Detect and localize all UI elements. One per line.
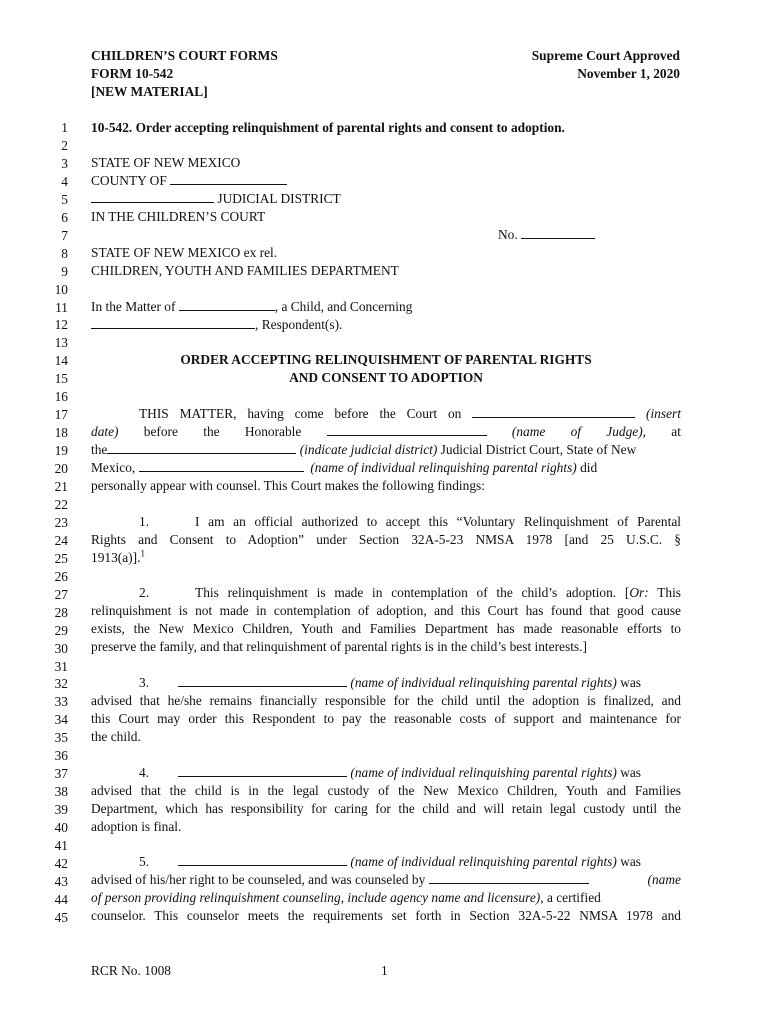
finding-5-line2 (91, 872, 681, 888)
line-number: 16 (54, 389, 68, 405)
judge-hint: (name (511, 424, 546, 439)
intro-word: at (671, 424, 681, 439)
order-title-line2: AND CONSENT TO ADOPTION (289, 370, 483, 385)
intro-word: Honorable (244, 424, 302, 439)
case-number-blank[interactable] (521, 228, 595, 239)
caption-state: STATE OF NEW MEXICO (91, 155, 241, 170)
relinquisher-name-blank[interactable] (139, 461, 304, 472)
line-number: 4 (61, 173, 68, 189)
finding-3-line3: this Court may order this Respondent to pay the reasonable costs of support and maintenance for (91, 711, 681, 726)
line-number: 39 (54, 802, 68, 818)
judge-name-blank[interactable] (327, 425, 487, 436)
line-number: 10 (54, 281, 68, 297)
finding-4-line2: advised that the child is in the legal custody of the New Mexico Children, Youth and Families (91, 783, 681, 798)
line-number: 12 (54, 317, 68, 333)
line-number: 36 (54, 748, 68, 764)
intro-line3 (91, 442, 681, 458)
line-number: 25 (54, 550, 68, 566)
counselor-hint: (name (647, 872, 681, 887)
intro-text: THIS MATTER, having come before the Court on (139, 406, 462, 421)
finding-text: advised of his/her right to be counseled, and was counseled by (91, 872, 426, 887)
finding-text: was (616, 854, 642, 869)
line-number: 37 (54, 766, 68, 782)
line-number: 34 (54, 712, 68, 728)
line-number: 45 (54, 909, 68, 925)
line-number: 22 (54, 496, 68, 512)
relinquisher-hint: (name of individual relinquishing parental rights) (350, 675, 617, 690)
line-number: 28 (54, 604, 68, 620)
finding-4-number: 4. (139, 765, 150, 780)
finding-3-line4: the child. (91, 729, 141, 744)
finding-3-line2: advised that he/she remains financially responsible for the child until the adoption is finalized, and (91, 693, 681, 708)
line-number: 23 (54, 514, 68, 530)
finding-5-line1 (91, 854, 681, 870)
finding-text: 1913(a)]. (91, 550, 141, 565)
district-name-blank[interactable] (107, 443, 296, 454)
line-number: 41 (54, 838, 68, 853)
intro-line4 (91, 460, 681, 476)
finding-text: I am an official authorized to accept this “Voluntary Relinquishment of Parental (195, 514, 681, 529)
line-number: 31 (54, 658, 68, 674)
finding-4-line3: Department, which has responsibility for caring for the child and will retain legal custody until the (91, 801, 681, 816)
hearing-date-blank[interactable] (472, 407, 635, 418)
district-blank[interactable] (91, 192, 214, 203)
respondents-label: , Respondent(s). (255, 317, 343, 332)
caption-department: CHILDREN, YOUTH AND FAMILIES DEPARTMENT (91, 263, 399, 278)
intro-word: the (91, 442, 108, 457)
line-number: 15 (54, 371, 68, 387)
line-number: 43 (54, 873, 68, 889)
finding-2-line2: relinquishment is not made in contemplation of adoption, and this Court has found that good cause (91, 603, 681, 618)
finding-3-line1 (91, 675, 681, 691)
line-number: 9 (61, 263, 68, 279)
header-form-number: FORM 10-542 (91, 66, 174, 81)
county-label: COUNTY OF (91, 173, 167, 188)
line-number: 42 (54, 855, 68, 871)
finding-2-line3: exists, the New Mexico Children, Youth and Families Department has made reasonable efforts to (91, 621, 681, 636)
line-number: 19 (54, 443, 68, 459)
intro-line1 (91, 406, 681, 422)
respondents-blank[interactable] (91, 318, 255, 329)
line-number: 6 (61, 209, 68, 225)
header-date: November 1, 2020 (577, 66, 680, 81)
line-number: 29 (54, 622, 68, 638)
insert-hint: (insert (646, 406, 681, 421)
header-approval: Supreme Court Approved (531, 48, 680, 63)
alternative-hint: Or: (629, 585, 649, 600)
intro-word: before (143, 424, 178, 439)
line-number: 30 (54, 640, 68, 656)
caption-ex-rel: STATE OF NEW MEXICO ex rel. (91, 245, 278, 260)
line-number: 35 (54, 730, 68, 746)
line-number: 14 (54, 353, 68, 369)
judge-hint: Judge), (606, 424, 647, 439)
intro-word: the (203, 424, 220, 439)
finding-3-number: 3. (139, 675, 150, 690)
intro-word: did (576, 460, 598, 475)
finding-5-number: 5. (139, 854, 150, 869)
line-number: 38 (54, 784, 68, 800)
finding-4-line1 (91, 765, 681, 781)
line-number: 32 (54, 676, 68, 692)
footer-rule-number: RCR No. 1008 (91, 963, 171, 978)
header-series: CHILDREN’S COURT FORMS (91, 48, 278, 63)
line-number: 1 (61, 120, 68, 135)
matter-line (91, 299, 681, 315)
finding-text: This relinquishment is made in contemplation of the child’s adoption. [ (195, 585, 630, 600)
footnote-marker[interactable]: 1 (140, 548, 145, 559)
child-name-blank[interactable] (179, 300, 275, 311)
finding-1-number: 1. (139, 514, 150, 529)
relinquisher-name-blank-5[interactable] (178, 855, 347, 866)
line-number: 24 (54, 532, 68, 548)
relinquisher-name-blank-4[interactable] (178, 766, 347, 777)
line-number: 21 (54, 479, 68, 494)
finding-2-line1 (91, 585, 681, 601)
relinquisher-hint: (name of individual relinquishing parental rights) (350, 854, 617, 869)
line-number: 8 (61, 245, 68, 261)
finding-4-line4: adoption is final. (91, 819, 182, 834)
counselor-name-blank[interactable] (429, 873, 589, 884)
line-number: 11 (55, 299, 68, 315)
line-number: 3 (61, 155, 68, 171)
header-material-note: [NEW MATERIAL] (91, 84, 208, 99)
finding-text: This (648, 585, 682, 600)
form-header-left (91, 47, 278, 101)
line-number: 13 (54, 335, 68, 351)
line-number: 27 (54, 586, 68, 602)
line-number: 7 (61, 227, 68, 243)
matter-child-text: , a Child, and Concerning (274, 299, 413, 314)
caption-county (91, 173, 681, 189)
line-number: 44 (54, 891, 68, 907)
caption-court: IN THE CHILDREN’S COURT (91, 209, 266, 224)
finding-text: was (616, 675, 642, 690)
finding-1-line1 (91, 514, 681, 530)
matter-label: In the Matter of (91, 299, 176, 314)
finding-text: was (616, 765, 642, 780)
district-label: JUDICIAL DISTRICT (217, 191, 341, 206)
relinquisher-hint: (name of individual relinquishing parental rights) (350, 765, 617, 780)
form-title: 10-542. Order accepting relinquishment of parental rights and consent to adoption. (91, 120, 565, 135)
finding-1-line2: Rights and Consent to Adoption” under Section 32A-5-23 NMSA 1978 [and 25 U.S.C. § (91, 532, 681, 547)
finding-text: , a certified (540, 890, 601, 905)
relinquisher-hint: (name of individual relinquishing parental rights) (310, 460, 577, 475)
finding-2-number: 2. (139, 585, 150, 600)
line-number: 33 (54, 694, 68, 710)
line-number: 20 (54, 461, 68, 477)
respondents-line (91, 317, 681, 333)
line-number: 26 (54, 568, 68, 584)
counselor-hint: of person providing relinquishment counseling, include agency name and licensure) (91, 890, 541, 905)
relinquisher-name-blank-3[interactable] (178, 676, 347, 687)
district-hint: (indicate judicial district) (299, 442, 438, 457)
line-number: 18 (54, 425, 68, 441)
finding-1-line3 (91, 550, 681, 566)
intro-text: Judicial District Court, State of New (437, 442, 637, 457)
case-number-label: No. (498, 227, 518, 242)
intro-word: Mexico, (91, 460, 136, 475)
finding-2-line4: preserve the family, and that relinquishment of parental rights is in the child’s best interests.] (91, 639, 587, 654)
case-number (498, 227, 595, 243)
finding-5-line4: counselor. This counselor meets the requirements set forth in Section 32A-5-22 NMSA 1978 and (91, 908, 681, 923)
line-number: 5 (61, 191, 68, 207)
intro-line2 (91, 424, 681, 440)
judge-hint: of (570, 424, 581, 439)
line-number: 40 (54, 820, 68, 836)
intro-line5: personally appear with counsel. This Court makes the following findings: (91, 478, 485, 493)
line-number: 17 (54, 407, 68, 423)
finding-5-line3 (91, 890, 681, 906)
order-title-line1: ORDER ACCEPTING RELINQUISHMENT OF PARENTAL RIGHTS (180, 352, 592, 367)
page-number: 1 (381, 963, 388, 978)
line-number: 2 (61, 137, 68, 153)
caption-district (91, 191, 681, 207)
date-hint: date) (91, 424, 119, 439)
form-header-right (532, 47, 680, 83)
county-blank[interactable] (170, 174, 287, 185)
